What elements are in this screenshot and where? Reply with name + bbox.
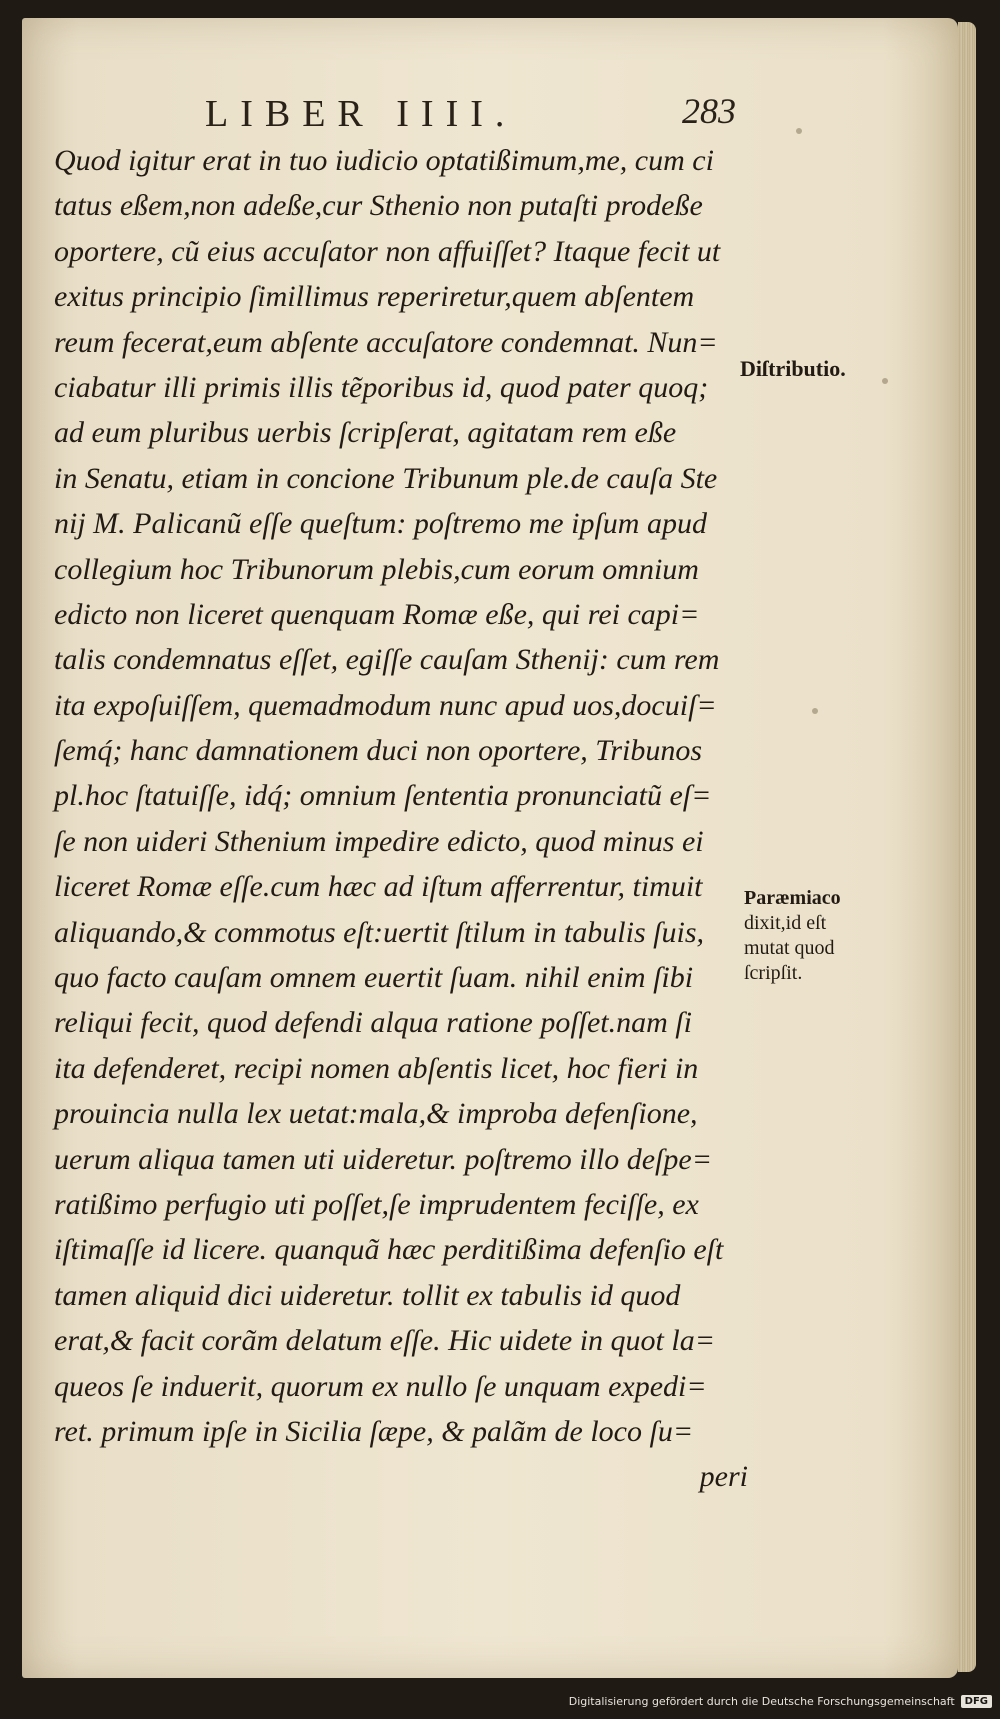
text-line: collegium hoc Tribunorum plebis,cum eorum omnium xyxy=(54,552,699,586)
page-fore-edge xyxy=(958,22,976,1672)
text-line: ratißimo perfugio uti poſſet,ſe imprudentem feciſſe, ex xyxy=(54,1187,699,1221)
folio-number: 283 xyxy=(682,91,736,131)
funding-credit: Digitalisierung gefördert durch die Deutsche Forschungsgemeinschaft xyxy=(568,1694,955,1708)
text-line: ciabatur illi primis illis tẽporibus id, quod pater quoq; xyxy=(54,370,709,404)
running-title: LIBER IIII. xyxy=(205,93,517,135)
catchword: peri xyxy=(699,1460,748,1494)
ink-speck xyxy=(796,128,802,134)
text-line: tamen aliquid dici uideretur. tollit ex tabulis id quod xyxy=(54,1278,681,1312)
text-line: prouincia nulla lex uetat:mala,& improba defenſione, xyxy=(54,1097,698,1131)
text-line: iſtimaſſe id licere. quanquã hæc perditißima defenſio eſt xyxy=(54,1233,724,1267)
text-line: uerum aliqua tamen uti uideretur. poſtremo illo deſpe= xyxy=(54,1142,712,1176)
text-line: liceret Romæ eſſe.cum hæc ad iſtum afferrentur, timuit xyxy=(54,870,703,904)
text-line: aliquando,& commotus eſt:uertit ſtilum in tabulis ſuis, xyxy=(54,915,704,949)
text-line: reum fecerat,eum abſente accuſatore condemnat. Nun= xyxy=(54,325,718,359)
text-line: pl.hoc ſtatuiſſe, idq́; omnium ſententia pronunciatũ eſ= xyxy=(54,779,712,813)
text-line: quo facto cauſam omnem euertit ſuam. nihil enim ſibi xyxy=(54,961,694,995)
text-line: ita defenderet, recipi nomen abſentis licet, hoc fieri in xyxy=(54,1051,699,1085)
text-line: edicto non liceret quenquam Romæ eße, qui rei capi= xyxy=(54,597,700,631)
text-line: nij M. Palicanũ eſſe queſtum: poſtremo me ipſum apud xyxy=(54,507,707,541)
ink-speck xyxy=(882,378,888,384)
ink-speck xyxy=(812,708,818,714)
text-line: talis condemnatus eſſet, egiſſe cauſam Sthenij: cum rem xyxy=(54,643,720,677)
text-line: erat,& facit corãm delatum eſſe. Hic uidete in quot la= xyxy=(54,1324,715,1358)
body-text xyxy=(54,138,748,1500)
marginal-note-line: ſcripſit. xyxy=(744,962,803,984)
text-line: ſemq́; hanc damnationem duci non oportere, Tribunos xyxy=(54,734,703,768)
marginal-note-line: mutat quod xyxy=(744,937,835,959)
text-line: oportere, cũ eius accuſator non affuiſſet? Itaque fecit ut xyxy=(54,234,721,268)
marginal-note-paraemiaco xyxy=(744,886,874,986)
text-line: ſe non uideri Sthenium impedire edicto, quod minus ei xyxy=(54,824,704,858)
text-line: exitus principio ſimillimus reperiretur,quem abſentem xyxy=(54,280,695,314)
text-line: queos ſe induerit, quorum ex nullo ſe unquam expedi= xyxy=(54,1369,707,1403)
text-line: ad eum pluribus uerbis ſcripſerat, agitatam rem eße xyxy=(54,416,677,450)
marginal-note-line: dixit,id eſt xyxy=(744,912,827,934)
marginal-note-head: Paræmiaco xyxy=(744,887,841,909)
text-line: Quod igitur erat in tuo iudicio optatißimum,me, cum ci xyxy=(54,144,714,177)
text-line: ita expoſuiſſem, quemadmodum nunc apud uos,docuiſ= xyxy=(54,688,717,722)
text-line: ret. primum ipſe in Sicilia ſæpe, & palãm de loco ſu= xyxy=(54,1414,694,1448)
text-line: reliqui fecit, quod defendi alqua ratione poſſet.nam ſi xyxy=(54,1006,692,1040)
text-line: in Senatu, etiam in concione Tribunum ple.de cauſa Ste xyxy=(54,461,718,495)
text-line: tatus eßem,non adeße,cur Sthenio non putaſti prodeße xyxy=(54,189,703,223)
digitization-footer xyxy=(569,1691,992,1711)
marginal-note-distributio: Diſtributio. xyxy=(740,356,846,381)
dfg-logo-badge: DFG xyxy=(961,1695,992,1708)
